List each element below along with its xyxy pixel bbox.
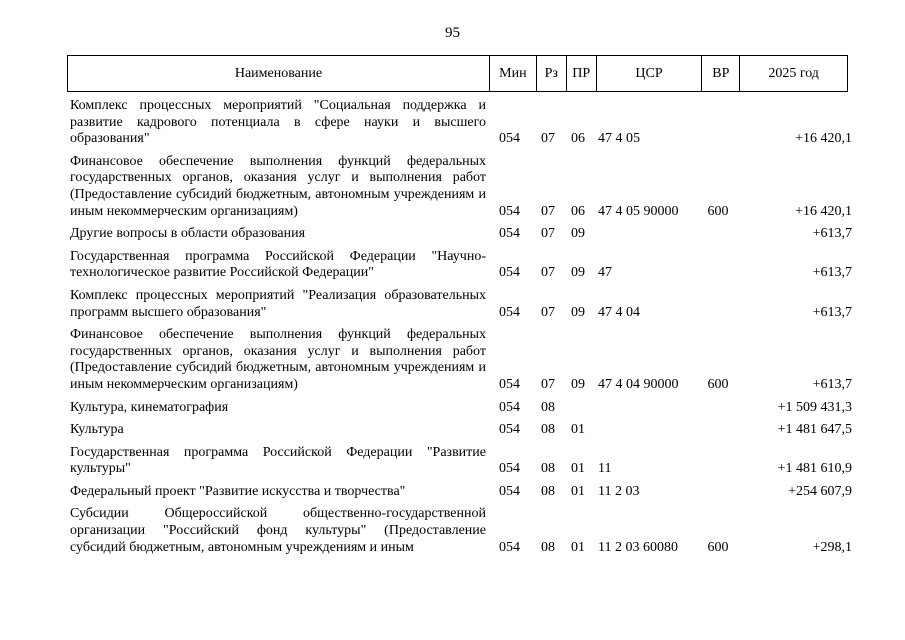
page-number: 95 [445,25,460,41]
row-min: 054 [499,265,520,281]
row-vr: 600 [707,203,729,219]
row-pr: 01 [571,461,585,477]
row-rz: 07 [541,304,555,320]
table-row [67,288,857,321]
header-pr: ПР [567,56,597,91]
row-pr: 09 [571,226,585,242]
row-value: +298,1 [812,539,852,555]
header-rz: Рз [537,56,567,91]
row-vr: 600 [707,376,729,392]
header-vr: ВР [702,56,740,91]
row-pr: 01 [571,483,585,499]
row-pr: 01 [571,422,585,438]
row-name: Финансовое обеспечение выполнения функций федеральных государственных органов, оказания услуг и выполнения работ (Предоставление субсидий бюджетным, автономным учреждениям и иным некоммерческим организациям) [70,327,486,392]
row-rz: 08 [541,483,555,499]
row-pr: 06 [571,203,585,219]
row-value: +613,7 [812,226,852,242]
row-rz: 08 [541,539,555,555]
row-min: 054 [499,203,520,219]
row-value: +613,7 [812,376,852,392]
row-min: 054 [499,539,520,555]
table-row [67,400,857,417]
row-csr: 47 4 05 [598,131,640,147]
table-row [67,445,857,478]
table-row [67,249,857,282]
row-csr: 11 2 03 60080 [598,539,678,555]
table-row [67,484,857,501]
header-min: Мин [490,56,537,91]
table-header [67,55,848,92]
row-csr: 47 4 04 90000 [598,376,679,392]
row-pr: 09 [571,304,585,320]
row-value: +613,7 [812,265,852,281]
row-value: +254 607,9 [788,483,852,499]
row-vr: 600 [707,539,729,555]
row-min: 054 [499,376,520,392]
row-name: Субсидии Общероссийской общественно-государственной организации "Российский фонд культуры" (Предоставление субсидий бюджетным, автономным учреждениям и иным [70,506,486,555]
row-name: Комплекс процессных мероприятий "Социальная поддержка и развитие кадрового потенциала в сфере науки и высшего образования" [70,98,486,147]
table-row [67,327,857,393]
row-csr: 47 4 04 [598,304,640,320]
row-value: +1 481 610,9 [777,461,852,477]
row-csr: 47 [598,265,612,281]
table-row [67,422,857,439]
row-pr: 09 [571,376,585,392]
row-rz: 08 [541,422,555,438]
row-rz: 08 [541,461,555,477]
row-rz: 08 [541,399,555,415]
row-min: 054 [499,226,520,242]
row-name: Культура [70,422,124,438]
row-csr: 11 [598,461,612,477]
table-row [67,98,857,148]
row-rz: 07 [541,376,555,392]
row-csr: 11 2 03 [598,483,640,499]
row-value: +613,7 [812,304,852,320]
table-row [67,226,857,243]
row-name: Государственная программа Российской Федерации "Развитие культуры" [70,444,486,477]
header-name: Наименование [68,56,490,91]
row-value: +16 420,1 [795,203,852,219]
row-min: 054 [499,304,520,320]
table-row [67,154,857,220]
header-csr: ЦСР [597,56,703,91]
row-pr: 01 [571,539,585,555]
row-rz: 07 [541,226,555,242]
table-row [67,506,857,556]
row-name: Культура, кинематография [70,399,229,415]
row-name: Федеральный проект "Развитие искусства и творчества" [70,483,406,499]
row-min: 054 [499,483,520,499]
row-value: +1 509 431,3 [777,399,852,415]
row-csr: 47 4 05 90000 [598,203,679,219]
row-name: Другие вопросы в области образования [70,226,306,242]
row-name: Комплекс процессных мероприятий "Реализация образовательных программ высшего образования" [70,287,486,320]
row-name: Государственная программа Российской Федерации "Научно-технологическое развитие Российской Федерации" [70,248,486,281]
row-min: 054 [499,399,520,415]
table-body [67,98,857,562]
row-value: +16 420,1 [795,131,852,147]
row-pr: 06 [571,131,585,147]
row-rz: 07 [541,203,555,219]
row-min: 054 [499,422,520,438]
row-min: 054 [499,131,520,147]
row-value: +1 481 647,5 [777,422,852,438]
row-name: Финансовое обеспечение выполнения функций федеральных государственных органов, оказания услуг и выполнения работ (Предоставление субсидий бюджетным, автономным учреждениям и иным некоммерческим организациям) [70,153,486,219]
row-rz: 07 [541,265,555,281]
row-pr: 09 [571,265,585,281]
row-rz: 07 [541,131,555,147]
header-year: 2025 год [768,65,819,81]
row-min: 054 [499,461,520,477]
